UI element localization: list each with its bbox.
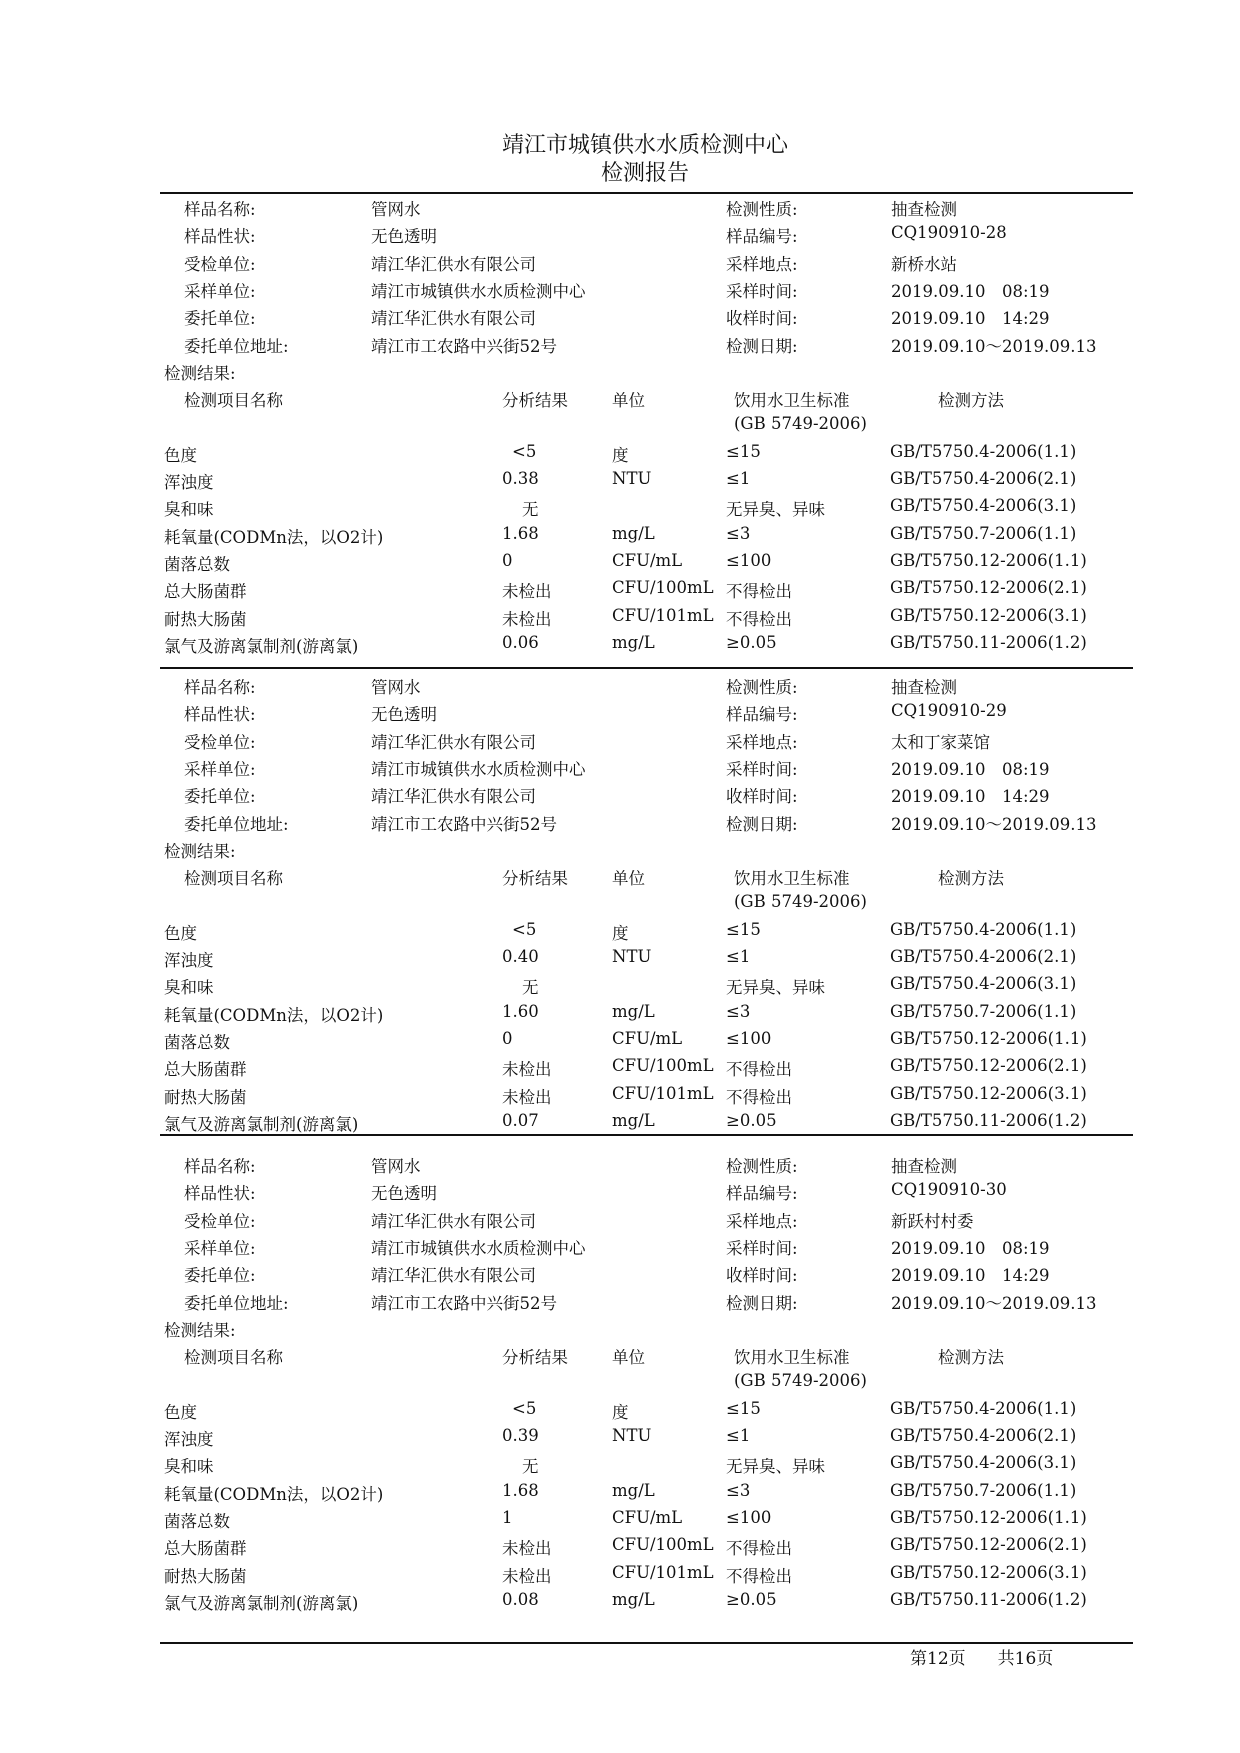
results-header-row <box>160 1344 1133 1371</box>
result-item: 色度 <box>164 1402 197 1422</box>
info-label: 样品性状: <box>184 705 256 725</box>
info-row <box>160 674 1133 701</box>
result-value: 1.60 <box>502 1001 539 1021</box>
result-method: GB/T5750.4-2006(1.1) <box>890 919 1077 939</box>
info-value: 新桥水站 <box>891 254 957 274</box>
result-row <box>160 1590 1133 1617</box>
col-standard-ref: (GB 5749-2006) <box>734 1371 867 1391</box>
info-label: 委托单位地址: <box>184 336 289 356</box>
result-unit: mg/L <box>612 523 655 543</box>
result-unit: mg/L <box>612 1001 655 1021</box>
result-unit: CFU/101mL <box>612 1562 714 1582</box>
result-row <box>160 1029 1133 1056</box>
info-label: 采样时间: <box>726 759 798 779</box>
result-standard: ≤100 <box>726 1507 772 1527</box>
result-value: 未检出 <box>502 1060 552 1080</box>
result-value: 未检出 <box>502 1087 552 1107</box>
info-value: 2019.09.10 14:29 <box>891 787 1050 807</box>
info-value: 2019.09.10～2019.09.13 <box>891 814 1097 834</box>
col-result-header: 分析结果 <box>502 869 568 889</box>
col-unit-header: 单位 <box>612 391 645 411</box>
results-header-row-2 <box>160 414 1133 441</box>
result-standard: 不得检出 <box>726 609 792 629</box>
info-row <box>160 1208 1133 1235</box>
result-unit: CFU/mL <box>612 1507 683 1527</box>
col-method-header: 检测方法 <box>938 1348 1004 1368</box>
result-row <box>160 1426 1133 1453</box>
result-standard: 不得检出 <box>726 1060 792 1080</box>
info-label: 样品性状: <box>184 1184 256 1204</box>
info-label: 样品编号: <box>726 1184 798 1204</box>
result-row <box>160 1535 1133 1562</box>
result-row <box>160 1056 1133 1083</box>
result-method: GB/T5750.7-2006(1.1) <box>890 1001 1077 1021</box>
col-standard-header: 饮用水卫生标准 <box>734 391 850 411</box>
result-item: 菌落总数 <box>164 554 230 574</box>
result-method: GB/T5750.11-2006(1.2) <box>890 1589 1087 1609</box>
result-method: GB/T5750.4-2006(3.1) <box>890 1453 1077 1473</box>
result-value: 未检出 <box>502 1566 552 1586</box>
info-label: 采样单位: <box>184 281 256 301</box>
results-label <box>160 360 1133 387</box>
info-row <box>160 1235 1133 1262</box>
result-method: GB/T5750.4-2006(2.1) <box>890 947 1077 966</box>
info-label: 委托单位地址: <box>184 814 289 834</box>
col-standard-ref: (GB 5749-2006) <box>734 892 867 912</box>
info-value: 无色透明 <box>371 227 437 247</box>
result-method: GB/T5750.4-2006(1.1) <box>890 441 1077 461</box>
info-value: 管网水 <box>371 200 421 219</box>
info-value: 2019.09.10～2019.09.13 <box>891 1293 1097 1313</box>
result-row <box>160 1563 1133 1590</box>
col-unit-header: 单位 <box>612 869 645 889</box>
info-label: 收样时间: <box>726 309 798 329</box>
info-label: 受检单位: <box>184 1211 256 1231</box>
result-item: 总大肠菌群 <box>164 1060 247 1080</box>
result-standard: ≤3 <box>726 1480 751 1500</box>
info-label: 样品名称: <box>184 200 256 219</box>
result-item: 耗氧量(CODMn法，以O2计) <box>164 527 384 547</box>
result-unit: CFU/100mL <box>612 1535 714 1555</box>
info-row <box>160 811 1133 838</box>
result-value: 1.68 <box>502 523 539 543</box>
result-row <box>160 947 1133 974</box>
result-unit: CFU/100mL <box>612 578 714 598</box>
results-header-row <box>160 387 1133 414</box>
info-value: 新跃村村委 <box>891 1211 974 1231</box>
result-row <box>160 442 1133 469</box>
result-unit: NTU <box>612 947 652 966</box>
report-title: 检测报告 <box>600 161 689 186</box>
result-standard: 无异臭、异味 <box>726 978 825 998</box>
result-item: 色度 <box>164 445 197 465</box>
info-label: 样品编号: <box>726 705 798 725</box>
info-value: 靖江市城镇供水水质检测中心 <box>371 1238 586 1258</box>
result-item: 总大肠菌群 <box>164 1539 247 1559</box>
result-row <box>160 606 1133 633</box>
info-label: 检测日期: <box>726 336 798 356</box>
col-method-header: 检测方法 <box>938 869 1004 889</box>
result-unit: mg/L <box>612 1589 655 1609</box>
col-method-header: 检测方法 <box>938 391 1004 411</box>
result-value: 无 <box>522 500 539 520</box>
info-value: CQ190910-28 <box>891 223 1007 243</box>
info-value: 靖江市工农路中兴街52号 <box>371 336 557 356</box>
info-label: 样品编号: <box>726 227 798 247</box>
result-standard: ≤3 <box>726 523 751 543</box>
report-header <box>0 132 1240 188</box>
result-standard: 不得检出 <box>726 1539 792 1559</box>
info-label: 委托单位: <box>184 787 256 807</box>
info-label: 采样时间: <box>726 281 798 301</box>
result-row <box>160 469 1133 496</box>
result-item: 耐热大肠菌 <box>164 1566 247 1586</box>
info-value: 靖江华汇供水有限公司 <box>371 254 536 274</box>
info-value: 靖江市工农路中兴街52号 <box>371 814 557 834</box>
result-item: 耐热大肠菌 <box>164 1087 247 1107</box>
info-value: 靖江市城镇供水水质检测中心 <box>371 759 586 779</box>
result-row <box>160 551 1133 578</box>
result-method: GB/T5750.4-2006(1.1) <box>890 1398 1077 1418</box>
info-label: 收样时间: <box>726 787 798 807</box>
info-value: 2019.09.10 08:19 <box>891 281 1050 301</box>
result-standard: ≤15 <box>726 441 761 461</box>
col-standard-header: 饮用水卫生标准 <box>734 869 850 889</box>
section-divider <box>160 1134 1133 1136</box>
result-standard: ≤1 <box>726 1426 751 1445</box>
info-label: 受检单位: <box>184 254 256 274</box>
info-value: 无色透明 <box>371 1184 437 1204</box>
result-row <box>160 496 1133 523</box>
info-row <box>160 701 1133 728</box>
result-standard: 不得检出 <box>726 1087 792 1107</box>
result-method: GB/T5750.12-2006(1.1) <box>890 1028 1087 1048</box>
result-unit: CFU/101mL <box>612 1083 714 1103</box>
info-label: 采样地点: <box>726 732 798 752</box>
result-unit: NTU <box>612 469 652 488</box>
result-standard: ≤1 <box>726 469 751 488</box>
section-divider <box>160 667 1133 669</box>
info-value: 靖江华汇供水有限公司 <box>371 309 536 329</box>
info-label: 检测日期: <box>726 814 798 834</box>
col-item-header: 检测项目名称 <box>184 391 283 411</box>
info-row <box>160 756 1133 783</box>
info-row <box>160 223 1133 250</box>
info-label: 检测性质: <box>726 678 798 697</box>
result-standard: ≤100 <box>726 550 772 570</box>
result-standard: ≥0.05 <box>726 1110 777 1130</box>
info-row <box>160 783 1133 810</box>
result-row <box>160 974 1133 1001</box>
result-method: GB/T5750.11-2006(1.2) <box>890 632 1087 652</box>
col-item-header: 检测项目名称 <box>184 1348 283 1368</box>
result-item: 臭和味 <box>164 1457 214 1477</box>
result-item: 菌落总数 <box>164 1511 230 1531</box>
col-result-header: 分析结果 <box>502 391 568 411</box>
result-value: 0.06 <box>502 632 539 652</box>
results-heading: 检测结果: <box>164 363 236 383</box>
info-label: 采样单位: <box>184 759 256 779</box>
info-value: 太和丁家菜馆 <box>891 732 990 752</box>
result-unit: 度 <box>612 1402 629 1422</box>
info-row <box>160 333 1133 360</box>
info-label: 样品名称: <box>184 1157 256 1176</box>
result-method: GB/T5750.4-2006(3.1) <box>890 974 1077 994</box>
result-value: 1.68 <box>502 1480 539 1500</box>
result-item: 臭和味 <box>164 978 214 998</box>
info-label: 委托单位: <box>184 309 256 329</box>
results-heading: 检测结果: <box>164 841 236 861</box>
results-label <box>160 838 1133 865</box>
results-header-row-2 <box>160 892 1133 919</box>
result-row <box>160 1002 1133 1029</box>
result-item: 耐热大肠菌 <box>164 609 247 629</box>
result-row <box>160 633 1133 660</box>
result-value: 未检出 <box>502 609 552 629</box>
info-value: 靖江市工农路中兴街52号 <box>371 1293 557 1313</box>
result-value: 0.39 <box>502 1426 539 1445</box>
info-value: 抽查检测 <box>891 1157 957 1176</box>
info-label: 检测性质: <box>726 1157 798 1176</box>
result-unit: NTU <box>612 1426 652 1445</box>
info-label: 检测性质: <box>726 200 798 219</box>
info-value: 靖江华汇供水有限公司 <box>371 787 536 807</box>
result-value: <5 <box>512 1398 537 1418</box>
result-unit: CFU/100mL <box>612 1056 714 1076</box>
result-standard: 不得检出 <box>726 1566 792 1586</box>
result-unit: CFU/mL <box>612 550 683 570</box>
result-value: 0.38 <box>502 469 539 488</box>
col-standard-header: 饮用水卫生标准 <box>734 1348 850 1368</box>
info-row <box>160 1290 1133 1317</box>
result-item: 臭和味 <box>164 500 214 520</box>
info-value: 管网水 <box>371 1157 421 1176</box>
info-value: 无色透明 <box>371 705 437 725</box>
result-row <box>160 524 1133 551</box>
result-item: 浑浊度 <box>164 1430 214 1449</box>
result-unit: mg/L <box>612 1110 655 1130</box>
result-unit: 度 <box>612 445 629 465</box>
info-label: 检测日期: <box>726 1293 798 1313</box>
col-result-header: 分析结果 <box>502 1348 568 1368</box>
result-value: 未检出 <box>502 582 552 602</box>
results-label <box>160 1317 1133 1344</box>
result-value: <5 <box>512 441 537 461</box>
result-method: GB/T5750.7-2006(1.1) <box>890 1480 1077 1500</box>
info-row <box>160 1180 1133 1207</box>
result-value: 0 <box>502 1028 513 1048</box>
result-row <box>160 1508 1133 1535</box>
info-label: 采样地点: <box>726 254 798 274</box>
info-value: 抽查检测 <box>891 678 957 697</box>
result-value: 1 <box>502 1507 513 1527</box>
info-label: 采样地点: <box>726 1211 798 1231</box>
info-label: 收样时间: <box>726 1266 798 1286</box>
results-heading: 检测结果: <box>164 1320 236 1340</box>
result-standard: 无异臭、异味 <box>726 500 825 520</box>
result-item: 浑浊度 <box>164 951 214 970</box>
col-unit-header: 单位 <box>612 1348 645 1368</box>
info-row <box>160 1262 1133 1289</box>
info-row <box>160 305 1133 332</box>
info-value: CQ190910-30 <box>891 1180 1007 1200</box>
result-unit: mg/L <box>612 1480 655 1500</box>
page-number: 第12页 <box>910 1649 966 1669</box>
result-value: 0 <box>502 550 513 570</box>
result-value: 0.40 <box>502 947 539 966</box>
result-row <box>160 1084 1133 1111</box>
info-label: 委托单位: <box>184 1266 256 1286</box>
results-header-row <box>160 865 1133 892</box>
result-standard: ≤15 <box>726 919 761 939</box>
info-label: 样品性状: <box>184 227 256 247</box>
divider <box>160 192 1133 194</box>
result-item: 氯气及游离氯制剂(游离氯) <box>164 1593 359 1613</box>
col-standard-ref: (GB 5749-2006) <box>734 414 867 434</box>
result-method: GB/T5750.12-2006(2.1) <box>890 1535 1087 1555</box>
result-item: 菌落总数 <box>164 1032 230 1052</box>
info-label: 样品名称: <box>184 678 256 697</box>
result-method: GB/T5750.12-2006(3.1) <box>890 605 1087 625</box>
result-value: 无 <box>522 978 539 998</box>
result-method: GB/T5750.7-2006(1.1) <box>890 523 1077 543</box>
result-method: GB/T5750.12-2006(3.1) <box>890 1562 1087 1582</box>
info-value: 2019.09.10 14:29 <box>891 309 1050 329</box>
info-value: 2019.09.10 08:19 <box>891 759 1050 779</box>
result-method: GB/T5750.12-2006(1.1) <box>890 550 1087 570</box>
result-standard: 无异臭、异味 <box>726 1457 825 1477</box>
result-row <box>160 1399 1133 1426</box>
info-value: 2019.09.10～2019.09.13 <box>891 336 1097 356</box>
result-value: 无 <box>522 1457 539 1477</box>
results-header-row-2 <box>160 1371 1133 1398</box>
result-row <box>160 578 1133 605</box>
info-value: 2019.09.10 08:19 <box>891 1238 1050 1258</box>
result-standard: ≤15 <box>726 1398 761 1418</box>
result-value: 未检出 <box>502 1539 552 1559</box>
result-method: GB/T5750.11-2006(1.2) <box>890 1110 1087 1130</box>
page-footer <box>910 1644 1085 1669</box>
result-method: GB/T5750.4-2006(2.1) <box>890 469 1077 488</box>
result-standard: ≤1 <box>726 947 751 966</box>
result-standard: 不得检出 <box>726 582 792 602</box>
result-row <box>160 1453 1133 1480</box>
result-item: 色度 <box>164 923 197 943</box>
result-method: GB/T5750.12-2006(2.1) <box>890 578 1087 598</box>
result-standard: ≤100 <box>726 1028 772 1048</box>
info-value: 靖江华汇供水有限公司 <box>371 732 536 752</box>
result-method: GB/T5750.12-2006(3.1) <box>890 1083 1087 1103</box>
info-value: CQ190910-29 <box>891 701 1007 721</box>
info-label: 受检单位: <box>184 732 256 752</box>
result-item: 氯气及游离氯制剂(游离氯) <box>164 636 359 656</box>
info-label: 采样单位: <box>184 1238 256 1258</box>
result-standard: ≤3 <box>726 1001 751 1021</box>
info-row <box>160 729 1133 756</box>
info-value: 2019.09.10 14:29 <box>891 1266 1050 1286</box>
info-row <box>160 196 1133 223</box>
info-value: 靖江华汇供水有限公司 <box>371 1211 536 1231</box>
result-unit: mg/L <box>612 632 655 652</box>
result-standard: ≥0.05 <box>726 1589 777 1609</box>
info-value: 抽查检测 <box>891 200 957 219</box>
info-value: 靖江市城镇供水水质检测中心 <box>371 281 586 301</box>
result-item: 耗氧量(CODMn法，以O2计) <box>164 1484 384 1504</box>
result-value: 0.08 <box>502 1589 539 1609</box>
result-method: GB/T5750.4-2006(3.1) <box>890 496 1077 516</box>
result-item: 氯气及游离氯制剂(游离氯) <box>164 1114 359 1134</box>
page-total: 共16页 <box>997 1649 1054 1669</box>
result-unit: CFU/101mL <box>612 605 714 625</box>
info-label: 委托单位地址: <box>184 1293 289 1313</box>
result-unit: CFU/mL <box>612 1028 683 1048</box>
info-row <box>160 1153 1133 1180</box>
result-unit: 度 <box>612 923 629 943</box>
result-item: 总大肠菌群 <box>164 582 247 602</box>
info-value: 靖江华汇供水有限公司 <box>371 1266 536 1286</box>
info-label: 采样时间: <box>726 1238 798 1258</box>
info-row <box>160 251 1133 278</box>
result-value: <5 <box>512 919 537 939</box>
result-row <box>160 920 1133 947</box>
result-item: 耗氧量(CODMn法，以O2计) <box>164 1005 384 1025</box>
org-title: 靖江市城镇供水水质检测中心 <box>501 133 788 158</box>
result-method: GB/T5750.12-2006(2.1) <box>890 1056 1087 1076</box>
result-method: GB/T5750.12-2006(1.1) <box>890 1507 1087 1527</box>
info-value: 管网水 <box>371 678 421 697</box>
result-value: 0.07 <box>502 1110 539 1130</box>
result-row <box>160 1481 1133 1508</box>
col-item-header: 检测项目名称 <box>184 869 283 889</box>
info-row <box>160 278 1133 305</box>
result-method: GB/T5750.4-2006(2.1) <box>890 1426 1077 1445</box>
result-standard: ≥0.05 <box>726 632 777 652</box>
result-item: 浑浊度 <box>164 473 214 492</box>
